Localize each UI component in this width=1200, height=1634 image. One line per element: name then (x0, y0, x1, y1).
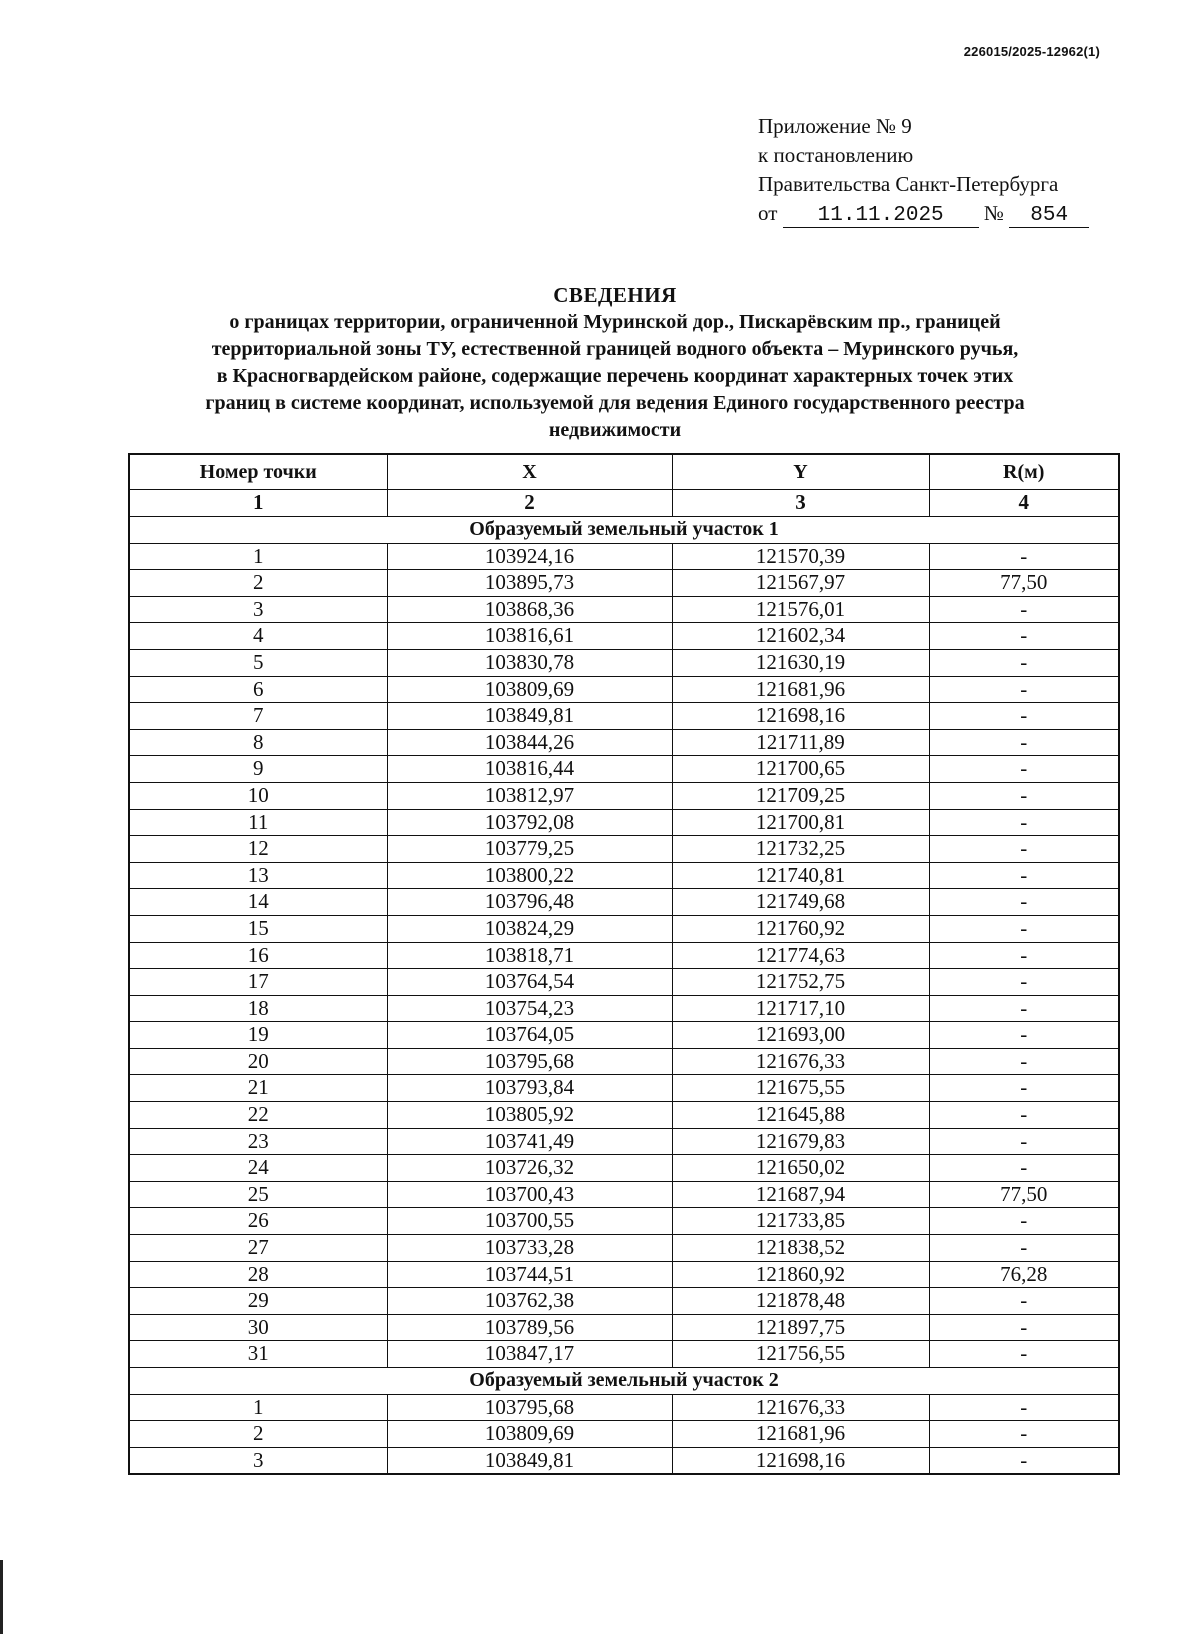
table-row (129, 756, 1119, 783)
point-number-cell: 11 (129, 809, 387, 836)
table-header-row (129, 454, 1119, 490)
y-coordinate-cell: 121709,25 (672, 782, 929, 809)
x-coordinate-cell: 103818,71 (387, 942, 672, 969)
x-coordinate-cell: 103809,69 (387, 676, 672, 703)
radius-cell: - (929, 756, 1119, 783)
radius-cell: - (929, 1288, 1119, 1315)
x-coordinate-cell: 103895,73 (387, 570, 672, 597)
table-row (129, 1208, 1119, 1235)
point-number-cell: 29 (129, 1288, 387, 1315)
section-row (129, 1368, 1119, 1395)
header-point-number: Номер точки (129, 454, 387, 490)
radius-cell: 77,50 (929, 570, 1119, 597)
y-coordinate-cell: 121650,02 (672, 1155, 929, 1182)
y-coordinate-cell: 121567,97 (672, 570, 929, 597)
x-coordinate-cell: 103809,69 (387, 1421, 672, 1448)
radius-cell: - (929, 809, 1119, 836)
radius-cell: - (929, 1447, 1119, 1474)
table-row (129, 623, 1119, 650)
y-coordinate-cell: 121700,65 (672, 756, 929, 783)
y-coordinate-cell: 121676,33 (672, 1048, 929, 1075)
resolution-date: 11.11.2025 (783, 205, 979, 228)
x-coordinate-cell: 103924,16 (387, 543, 672, 570)
point-number-cell: 3 (129, 1447, 387, 1474)
x-coordinate-cell: 103844,26 (387, 729, 672, 756)
point-number-cell: 28 (129, 1261, 387, 1288)
point-number-cell: 26 (129, 1208, 387, 1235)
table-row (129, 915, 1119, 942)
point-number-cell: 19 (129, 1022, 387, 1049)
x-coordinate-cell: 103754,23 (387, 995, 672, 1022)
appendix-block (758, 112, 1089, 228)
header-y: Y (672, 454, 929, 490)
point-number-cell: 17 (129, 969, 387, 996)
radius-cell: - (929, 1208, 1119, 1235)
table-row (129, 649, 1119, 676)
point-number-cell: 5 (129, 649, 387, 676)
point-number-cell: 15 (129, 915, 387, 942)
table-body (129, 517, 1119, 1475)
table-row (129, 1314, 1119, 1341)
x-coordinate-cell: 103700,43 (387, 1181, 672, 1208)
radius-cell: - (929, 649, 1119, 676)
y-coordinate-cell: 121645,88 (672, 1102, 929, 1129)
table-row (129, 1288, 1119, 1315)
x-coordinate-cell: 103830,78 (387, 649, 672, 676)
y-coordinate-cell: 121717,10 (672, 995, 929, 1022)
y-coordinate-cell: 121679,83 (672, 1128, 929, 1155)
point-number-cell: 9 (129, 756, 387, 783)
y-coordinate-cell: 121752,75 (672, 969, 929, 996)
radius-cell: - (929, 1075, 1119, 1102)
point-number-cell: 27 (129, 1235, 387, 1262)
column-number-3: 3 (672, 490, 929, 517)
column-number-row (129, 490, 1119, 517)
point-number-cell: 16 (129, 942, 387, 969)
x-coordinate-cell: 103789,56 (387, 1314, 672, 1341)
appendix-number: Приложение № 9 (758, 114, 912, 138)
y-coordinate-cell: 121681,96 (672, 676, 929, 703)
x-coordinate-cell: 103849,81 (387, 703, 672, 730)
title-line-1: о границах территории, ограниченной Муринской дор., Пискарёвским пр., границей (229, 311, 1001, 333)
table-row (129, 1022, 1119, 1049)
radius-cell: - (929, 889, 1119, 916)
radius-cell: - (929, 1314, 1119, 1341)
table-row (129, 1447, 1119, 1474)
y-coordinate-cell: 121693,00 (672, 1022, 929, 1049)
radius-cell: - (929, 1155, 1119, 1182)
x-coordinate-cell: 103824,29 (387, 915, 672, 942)
x-coordinate-cell: 103762,38 (387, 1288, 672, 1315)
table-row (129, 570, 1119, 597)
point-number-cell: 3 (129, 596, 387, 623)
radius-cell: - (929, 1341, 1119, 1368)
table-row (129, 1128, 1119, 1155)
y-coordinate-cell: 121630,19 (672, 649, 929, 676)
appendix-date-number-line (758, 199, 1089, 228)
x-coordinate-cell: 103793,84 (387, 1075, 672, 1102)
table-row (129, 1181, 1119, 1208)
title-line-4: границ в системе координат, используемой для ведения Единого государственного реестра (205, 392, 1025, 414)
x-coordinate-cell: 103805,92 (387, 1102, 672, 1129)
table-row (129, 729, 1119, 756)
column-number-4: 4 (929, 490, 1119, 517)
y-coordinate-cell: 121675,55 (672, 1075, 929, 1102)
table-row (129, 1102, 1119, 1129)
title-heading: СВЕДЕНИЯ (553, 283, 677, 307)
radius-cell: - (929, 1128, 1119, 1155)
table-row (129, 942, 1119, 969)
y-coordinate-cell: 121897,75 (672, 1314, 929, 1341)
from-label: от (758, 201, 778, 225)
point-number-cell: 2 (129, 570, 387, 597)
radius-cell: - (929, 729, 1119, 756)
point-number-cell: 14 (129, 889, 387, 916)
x-coordinate-cell: 103795,68 (387, 1394, 672, 1421)
appendix-resolution-ref: к постановлению (758, 143, 914, 167)
title-line-3: в Красногвардейском районе, содержащие перечень координат характерных точек этих (216, 365, 1014, 387)
point-number-cell: 20 (129, 1048, 387, 1075)
point-number-cell: 21 (129, 1075, 387, 1102)
table-row (129, 809, 1119, 836)
radius-cell: - (929, 1394, 1119, 1421)
header-radius: R(м) (929, 454, 1119, 490)
y-coordinate-cell: 121860,92 (672, 1261, 929, 1288)
document-registration-id: 226015/2025-12962(1) (963, 44, 1100, 59)
table-row (129, 543, 1119, 570)
radius-cell: - (929, 1048, 1119, 1075)
table-row (129, 782, 1119, 809)
number-label: № (983, 201, 1004, 225)
scan-edge-mark (0, 1560, 3, 1634)
radius-cell: 77,50 (929, 1181, 1119, 1208)
x-coordinate-cell: 103741,49 (387, 1128, 672, 1155)
y-coordinate-cell: 121681,96 (672, 1421, 929, 1448)
y-coordinate-cell: 121602,34 (672, 623, 929, 650)
point-number-cell: 24 (129, 1155, 387, 1182)
table-row (129, 676, 1119, 703)
radius-cell: - (929, 915, 1119, 942)
y-coordinate-cell: 121732,25 (672, 836, 929, 863)
y-coordinate-cell: 121740,81 (672, 862, 929, 889)
point-number-cell: 23 (129, 1128, 387, 1155)
table-row (129, 1394, 1119, 1421)
y-coordinate-cell: 121760,92 (672, 915, 929, 942)
radius-cell: - (929, 836, 1119, 863)
y-coordinate-cell: 121570,39 (672, 543, 929, 570)
section-title: Образуемый земельный участок 2 (129, 1368, 1119, 1395)
x-coordinate-cell: 103796,48 (387, 889, 672, 916)
point-number-cell: 31 (129, 1341, 387, 1368)
table-row (129, 1421, 1119, 1448)
header-x: X (387, 454, 672, 490)
x-coordinate-cell: 103795,68 (387, 1048, 672, 1075)
radius-cell: 76,28 (929, 1261, 1119, 1288)
point-number-cell: 12 (129, 836, 387, 863)
x-coordinate-cell: 103812,97 (387, 782, 672, 809)
radius-cell: - (929, 969, 1119, 996)
column-number-1: 1 (129, 490, 387, 517)
point-number-cell: 2 (129, 1421, 387, 1448)
radius-cell: - (929, 995, 1119, 1022)
point-number-cell: 7 (129, 703, 387, 730)
point-number-cell: 30 (129, 1314, 387, 1341)
x-coordinate-cell: 103700,55 (387, 1208, 672, 1235)
appendix-government: Правительства Санкт-Петербурга (758, 172, 1059, 196)
table-row (129, 889, 1119, 916)
table-row (129, 862, 1119, 889)
x-coordinate-cell: 103816,61 (387, 623, 672, 650)
y-coordinate-cell: 121749,68 (672, 889, 929, 916)
radius-cell: - (929, 703, 1119, 730)
x-coordinate-cell: 103764,54 (387, 969, 672, 996)
radius-cell: - (929, 1022, 1119, 1049)
point-number-cell: 22 (129, 1102, 387, 1129)
point-number-cell: 10 (129, 782, 387, 809)
point-number-cell: 6 (129, 676, 387, 703)
x-coordinate-cell: 103847,17 (387, 1341, 672, 1368)
x-coordinate-cell: 103800,22 (387, 862, 672, 889)
y-coordinate-cell: 121756,55 (672, 1341, 929, 1368)
x-coordinate-cell: 103849,81 (387, 1447, 672, 1474)
x-coordinate-cell: 103779,25 (387, 836, 672, 863)
table-row (129, 1075, 1119, 1102)
y-coordinate-cell: 121700,81 (672, 809, 929, 836)
section-row (129, 517, 1119, 544)
y-coordinate-cell: 121711,89 (672, 729, 929, 756)
table-row (129, 703, 1119, 730)
y-coordinate-cell: 121687,94 (672, 1181, 929, 1208)
y-coordinate-cell: 121576,01 (672, 596, 929, 623)
x-coordinate-cell: 103744,51 (387, 1261, 672, 1288)
x-coordinate-cell: 103792,08 (387, 809, 672, 836)
radius-cell: - (929, 596, 1119, 623)
document-title (110, 282, 1120, 444)
x-coordinate-cell: 103816,44 (387, 756, 672, 783)
y-coordinate-cell: 121698,16 (672, 1447, 929, 1474)
table-row (129, 1261, 1119, 1288)
table-row (129, 1155, 1119, 1182)
radius-cell: - (929, 1235, 1119, 1262)
point-number-cell: 8 (129, 729, 387, 756)
x-coordinate-cell: 103868,36 (387, 596, 672, 623)
radius-cell: - (929, 676, 1119, 703)
y-coordinate-cell: 121838,52 (672, 1235, 929, 1262)
x-coordinate-cell: 103764,05 (387, 1022, 672, 1049)
point-number-cell: 4 (129, 623, 387, 650)
table-row (129, 1235, 1119, 1262)
y-coordinate-cell: 121733,85 (672, 1208, 929, 1235)
resolution-number: 854 (1009, 205, 1089, 228)
x-coordinate-cell: 103733,28 (387, 1235, 672, 1262)
section-title: Образуемый земельный участок 1 (129, 517, 1119, 544)
radius-cell: - (929, 623, 1119, 650)
table-row (129, 596, 1119, 623)
radius-cell: - (929, 1102, 1119, 1129)
point-number-cell: 25 (129, 1181, 387, 1208)
table-row (129, 836, 1119, 863)
radius-cell: - (929, 782, 1119, 809)
title-line-2: территориальной зоны ТУ, естественной границей водного объекта – Муринского ручья, (211, 338, 1019, 360)
y-coordinate-cell: 121774,63 (672, 942, 929, 969)
title-line-5: недвижимости (548, 419, 682, 441)
table-row (129, 995, 1119, 1022)
y-coordinate-cell: 121878,48 (672, 1288, 929, 1315)
point-number-cell: 1 (129, 543, 387, 570)
y-coordinate-cell: 121698,16 (672, 703, 929, 730)
point-number-cell: 18 (129, 995, 387, 1022)
point-number-cell: 13 (129, 862, 387, 889)
table-row (129, 969, 1119, 996)
column-number-2: 2 (387, 490, 672, 517)
radius-cell: - (929, 942, 1119, 969)
table-row (129, 1341, 1119, 1368)
radius-cell: - (929, 862, 1119, 889)
radius-cell: - (929, 1421, 1119, 1448)
radius-cell: - (929, 543, 1119, 570)
x-coordinate-cell: 103726,32 (387, 1155, 672, 1182)
y-coordinate-cell: 121676,33 (672, 1394, 929, 1421)
table-row (129, 1048, 1119, 1075)
point-number-cell: 1 (129, 1394, 387, 1421)
coordinates-table (128, 453, 1120, 1475)
